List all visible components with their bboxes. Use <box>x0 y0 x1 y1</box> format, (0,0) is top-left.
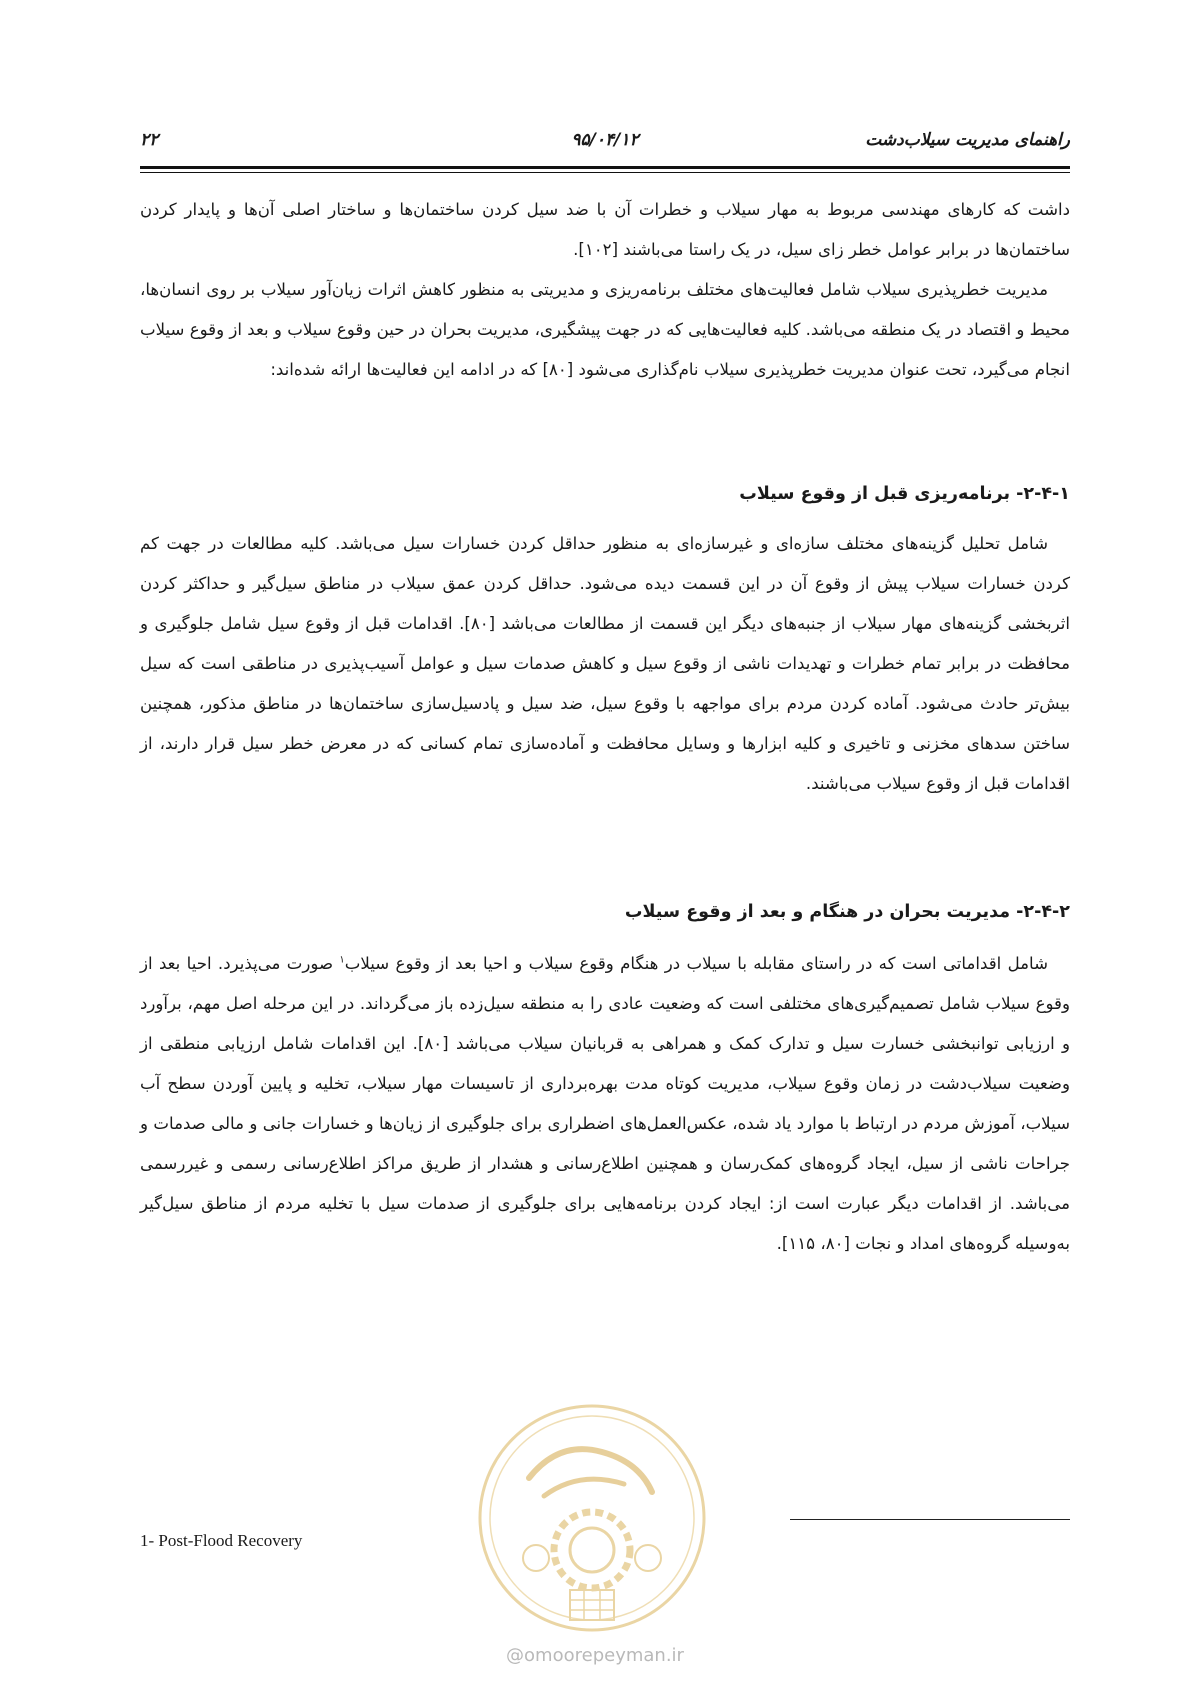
section-crisis-management-body <box>140 944 1070 1264</box>
running-header <box>140 130 1070 164</box>
header-rule-thin <box>140 172 1070 173</box>
crisis-text-end: صورت می‌پذیرد. احیا بعد از وقوع سیلاب شامل تصمیم‌گیری‌های مختلفی است که وضعیت عادی را به منطقه سیل‌زده باز می‌گرداند. در این مرحله اصل مهم، برآورد و ارزیابی توانبخشی خسارت سیل و تدارک کمک و همراهی به قربانیان سیلاب می‌باشد [۸۰]. این اقدامات شامل ارزیابی منطقی از وضعیت سیلاب‌دشت در زمان وقوع سیلاب، مدیریت کوتاه مدت بهره‌برداری از تاسیسات مهار سیلاب، تخلیه و پایین آوردن سطح آب سیلاب، آموزش مردم در ارتباط با موارد یاد شده، عکس‌العمل‌های اضطراری برای جلوگیری از زیان‌ها و خسارات جانی و مالی صدمات و جراحات ناشی از سیل، ایجاد گروه‌های کمک‌رسان و همچنین اطلاع‌رسانی و هشدار از طریق مراکز اطلاع‌رسانی رسمی و غیررسمی می‌باشد. از اقدامات دیگر عبارت است از: ایجاد کردن برنامه‌هایی برای جلوگیری از صدمات سیل با تخلیه مردم از مناطق سیل‌گیر به‌وسیله گروه‌های امداد و نجات [۸۰، ۱۱۵]. <box>140 954 1071 1253</box>
footnote-post-flood-recovery: 1- Post-Flood Recovery <box>140 1531 303 1550</box>
crisis-text-start: شامل اقداماتی است که در راستای مقابله با سیلاب در هنگام وقوع سیلاب و احیا بعد از وقوع سیلاب <box>344 954 1048 973</box>
paragraph-crisis-management <box>140 944 1070 1264</box>
header-date: ۹۵/۰۴/۱۲ <box>571 130 639 150</box>
header-rule <box>140 166 1070 169</box>
section-heading-crisis-management: ۲-۴-۲- مدیریت بحران در هنگام و بعد از وقوع سیلاب <box>624 902 1070 922</box>
section-heading-pre-flood-planning: ۲-۴-۱- برنامه‌ریزی قبل از وقوع سیلاب <box>739 484 1070 504</box>
paragraph-continuation: داشت که کارهای مهندسی مربوط به مهار سیلاب و خطرات آن با ضد سیل کردن ساختمان‌ها و ساختار اصلی آن‌ها و پایدار کردن ساختمان‌ها در برابر عوامل خطر زای سیل، در یک راستا می‌باشند [۱۰۲]. <box>140 200 1070 259</box>
section-pre-flood-planning-body <box>140 524 1070 804</box>
footnote-marker: ۱ <box>339 954 345 966</box>
watermark-logo <box>474 1400 710 1636</box>
watermark-url: @omoorepeyman.ir <box>506 1645 684 1666</box>
paragraph-flood-risk-management: مدیریت خطرپذیری سیلاب شامل فعالیت‌های مختلف برنامه‌ریزی و مدیریتی به منظور کاهش اثرات زیان‌آور سیلاب بر روی انسان‌ها، محیط و اقتصاد در یک منطقه می‌باشد. کلیه فعالیت‌هایی که در جهت پیشگیری، مدیریت بحران در حین وقوع سیلاب و بعد از وقوع سیلاب انجام می‌گیرد، تحت عنوان مدیریت خطرپذیری سیلاب نام‌گذاری می‌شود [۸۰] که در ادامه این فعالیت‌ها ارائه شده‌اند: <box>140 280 1070 379</box>
header-title: راهنمای مدیریت سیلاب‌دشت <box>865 130 1070 150</box>
paragraph-pre-flood-planning: شامل تحلیل گزینه‌های مختلف سازه‌ای و غیرسازه‌ای به منظور حداقل کردن خسارات سیل می‌باشد. کلیه مطالعات در جهت کم کردن خسارات سیلاب پیش از وقوع آن در این قسمت دیده می‌شود. حداقل کردن عمق سیلاب در مناطق سیل‌گیر و حداکثر کردن اثربخشی گزینه‌های مهار سیلاب از جنبه‌های دیگر این قسمت از مطالعات می‌باشد [۸۰]. اقدامات قبل از وقوع سیل شامل جلوگیری و محافظت در برابر تمام خطرات و تهدیدات ناشی از وقوع سیل و کاهش صدمات سیل و عوامل آسیب‌پذیری در مناطقی است که سیل بیش‌تر حادث می‌شود. آماده کردن مردم برای مواجهه با وقوع سیل، ضد سیل و پادسیل‌سازی ساختمان‌ها در مناطق مذکور، همچنین ساختن سدهای مخزنی و تاخیری و کلیه ابزارها و وسایل محافظت و آماده‌سازی تمام کسانی که در معرض خطر سیل قرار دارند، از اقدامات قبل از وقوع سیلاب می‌باشند. <box>140 534 1070 793</box>
footnote-rule <box>790 1519 1070 1520</box>
intro-paragraphs <box>140 190 1070 390</box>
page-number: ۲۲ <box>140 130 159 150</box>
